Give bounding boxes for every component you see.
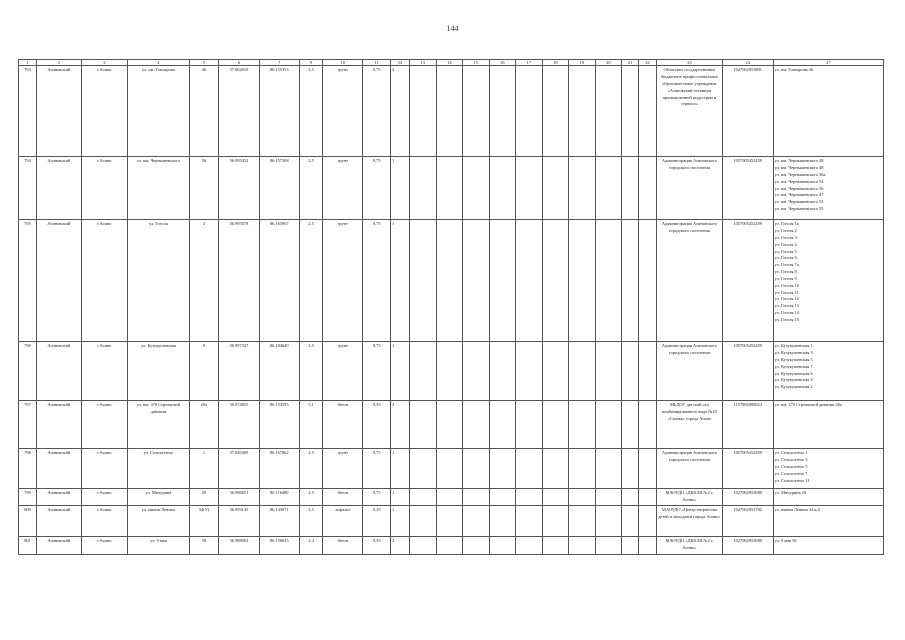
column-header: 15	[463, 60, 490, 66]
cell-empty	[569, 220, 596, 342]
cell-house: 58	[189, 537, 219, 555]
cell-owner: Администрация Асиновского городского поселения	[657, 342, 723, 401]
cell-empty	[595, 66, 622, 157]
cell-empty	[569, 537, 596, 555]
cell-house: 56	[189, 157, 219, 220]
served-address: ул. им. Чернышевского 56а	[774, 171, 826, 177]
cell-empty	[410, 537, 437, 555]
cell-street: ул. 9 мая	[128, 537, 189, 555]
served-address: ул. Сельхозтехо 1	[774, 450, 808, 456]
cell-no: 801	[19, 537, 37, 555]
cell-empty	[410, 220, 437, 342]
cell-district: Асиновский	[37, 157, 82, 220]
cell-house: 1	[189, 449, 219, 489]
cell-c10: бетон	[323, 489, 363, 506]
column-header: 16	[489, 60, 516, 66]
cell-street: ул. им. Гончарова	[128, 66, 189, 157]
cell-served-addresses	[773, 449, 883, 489]
cell-c11: 0,75	[363, 66, 391, 157]
cell-c11: 0,75	[363, 157, 391, 220]
column-header: 18	[542, 60, 569, 66]
cell-street: ул. Гоголя	[128, 220, 189, 342]
cell-empty	[463, 157, 490, 220]
cell-owner: Администрация Асиновского городского поселения	[657, 220, 723, 342]
cell-empty	[639, 537, 657, 555]
column-header: 23	[657, 60, 723, 66]
cell-empty	[595, 401, 622, 449]
cell-c12: 3	[391, 401, 410, 449]
served-address: ул. им. Чернышевского 54	[774, 178, 824, 184]
cell-empty	[489, 66, 516, 157]
cell-lat: 56.995452	[219, 157, 259, 220]
served-address: ул. имени Ленина 34 к/2	[774, 507, 820, 513]
served-address: ул. Кузукушевская 4	[774, 377, 813, 383]
cell-no: 794	[19, 157, 37, 220]
cell-empty	[542, 157, 569, 220]
cell-empty	[436, 537, 463, 555]
page-number: 144	[446, 24, 459, 33]
served-address: ул. Гоголя 8	[774, 269, 797, 275]
cell-house: 46	[189, 66, 219, 157]
cell-empty	[569, 66, 596, 157]
column-header: 1	[19, 60, 37, 66]
cell-lon: 86.167862	[259, 449, 299, 489]
cell-c10: бетон	[323, 401, 363, 449]
cell-house: 6	[189, 342, 219, 401]
cell-lon: 86.158635	[259, 537, 299, 555]
cell-empty	[436, 449, 463, 489]
served-address: ул. Гоголя 3	[774, 234, 797, 240]
cell-empty	[489, 220, 516, 342]
cell-served-addresses	[773, 537, 883, 555]
cell-empty	[489, 342, 516, 401]
cell-empty	[542, 342, 569, 401]
cell-c12: 1	[391, 506, 410, 537]
cell-ogrn: 1157002000024	[722, 401, 773, 449]
cell-ogrn: 1057005452459	[722, 220, 773, 342]
cell-c12: 3	[391, 66, 410, 157]
cell-ogrn: 1057005452459	[722, 342, 773, 401]
cell-house: 20	[189, 489, 219, 506]
served-address: ул. Гоголя 15	[774, 316, 799, 322]
cell-locality: г.Асино	[81, 157, 128, 220]
cell-empty	[489, 537, 516, 555]
cell-empty	[622, 401, 639, 449]
cell-locality: г.Асино	[81, 220, 128, 342]
cell-empty	[410, 506, 437, 537]
cell-empty	[516, 489, 543, 506]
cell-empty	[569, 401, 596, 449]
cell-owner: МБДОУ детский сад комбинированного вида №18 «Сказка» города Асино	[657, 401, 723, 449]
cell-lon: 86.154595	[259, 401, 299, 449]
cell-empty	[622, 537, 639, 555]
cell-street: ул. им. Чернышевского	[128, 157, 189, 220]
cell-empty	[595, 449, 622, 489]
cell-empty	[516, 506, 543, 537]
cell-locality: г.Асино	[81, 449, 128, 489]
cell-c11: 0,35	[363, 401, 391, 449]
cell-empty	[569, 506, 596, 537]
served-address: ул. им. Чернышевского 48	[774, 158, 824, 164]
cell-locality: г.Асино	[81, 537, 128, 555]
cell-ogrn: 1027002953680	[722, 489, 773, 506]
cell-c10: грунт	[323, 342, 363, 401]
served-address: ул. им. Чернышевского 53	[774, 199, 824, 205]
column-header: 12	[391, 60, 410, 66]
cell-empty	[463, 401, 490, 449]
cell-c9: 5,1	[299, 401, 322, 449]
cell-c11: 0,75	[363, 449, 391, 489]
cell-district: Асиновский	[37, 220, 82, 342]
cell-empty	[639, 489, 657, 506]
cell-empty	[542, 449, 569, 489]
cell-empty	[489, 506, 516, 537]
table-row	[19, 449, 884, 489]
cell-empty	[542, 66, 569, 157]
served-address: ул. им. Гончарова 46	[774, 67, 814, 73]
cell-no: 795	[19, 220, 37, 342]
served-address: ул. Гоголя 1а	[774, 221, 799, 227]
cell-empty	[542, 220, 569, 342]
cell-empty	[639, 220, 657, 342]
cell-empty	[622, 489, 639, 506]
cell-house: 26а	[189, 401, 219, 449]
served-address: ул. Гоголя 6	[774, 255, 797, 261]
cell-no: 796	[19, 342, 37, 401]
cell-empty	[595, 342, 622, 401]
cell-empty	[569, 342, 596, 401]
column-header: 6	[219, 60, 259, 66]
served-address: ул. им. Чернышевского 56	[774, 185, 824, 191]
cell-lat: 57.002610	[219, 66, 259, 157]
cell-c9: 2,5	[299, 157, 322, 220]
served-address: ул. Гоголя 5	[774, 248, 797, 254]
served-address: ул. Кузукушевская 7	[774, 363, 813, 369]
cell-empty	[463, 342, 490, 401]
column-header: 7	[259, 60, 299, 66]
cell-empty	[463, 489, 490, 506]
served-address: ул. Гоголя 7а	[774, 262, 799, 268]
table-row	[19, 537, 884, 555]
cell-empty	[436, 157, 463, 220]
cell-empty	[639, 401, 657, 449]
table-row	[19, 66, 884, 157]
cell-empty	[489, 489, 516, 506]
cell-locality: г.Асино	[81, 401, 128, 449]
cell-c12: 2	[391, 537, 410, 555]
cell-c12: 1	[391, 489, 410, 506]
served-address: ул. Гоголя 14	[774, 310, 799, 316]
cell-empty	[436, 489, 463, 506]
served-address: ул. Гоголя 11	[774, 289, 799, 295]
cell-lon: 86.116480	[259, 489, 299, 506]
table-row	[19, 489, 884, 506]
cell-c9: 2,5	[299, 489, 322, 506]
cell-c10: грунт	[323, 66, 363, 157]
cell-c9: 2,5	[299, 220, 322, 342]
cell-c12: 1	[391, 220, 410, 342]
cell-street: ул. Кузукушевская	[128, 342, 189, 401]
served-address: ул. Кузукушевская 5	[774, 356, 813, 362]
cell-empty	[410, 489, 437, 506]
cell-served-addresses	[773, 489, 883, 506]
cell-empty	[622, 157, 639, 220]
served-address: ул. Гоголя 12	[774, 296, 799, 302]
served-address: ул. Гоголя 10	[774, 282, 799, 288]
cell-no: 799	[19, 489, 37, 506]
cell-district: Асиновский	[37, 489, 82, 506]
cell-district: Асиновский	[37, 342, 82, 401]
cell-locality: г.Асино	[81, 66, 128, 157]
cell-lon: 86.155353	[259, 66, 299, 157]
cell-c11: 0,75	[363, 220, 391, 342]
cell-empty	[463, 66, 490, 157]
served-address: ул. Гоголя 9	[774, 275, 797, 281]
cell-lat: 56.993135	[219, 506, 259, 537]
cell-owner: МАОУДО «ДЮСШ №2 г. Асино»	[657, 489, 723, 506]
cell-ogrn: 1027002953702	[722, 506, 773, 537]
cell-owner: Администрация Асиновского городского поселения	[657, 157, 723, 220]
column-header: 13	[410, 60, 437, 66]
column-header: 20	[595, 60, 622, 66]
cell-no: 798	[19, 449, 37, 489]
served-address: ул. Сельхозтехо 5	[774, 463, 808, 469]
cell-c10: грунт	[323, 157, 363, 220]
cell-c11: 0,75	[363, 489, 391, 506]
cell-lon: 86.184640	[259, 342, 299, 401]
cell-empty	[463, 537, 490, 555]
cell-lat: 56.988963	[219, 537, 259, 555]
cell-lat: 57.020469	[219, 449, 259, 489]
served-address: ул. им. Чернышевского 55	[774, 206, 824, 212]
column-header: 9	[299, 60, 322, 66]
cell-empty	[595, 489, 622, 506]
served-address: ул. Сельхозтехо 7	[774, 470, 808, 476]
cell-empty	[595, 506, 622, 537]
cell-empty	[622, 220, 639, 342]
cell-lon: 86.163967	[259, 220, 299, 342]
served-address: ул. Гоголя 13	[774, 303, 799, 309]
cell-empty	[542, 489, 569, 506]
column-header: 11	[363, 60, 391, 66]
served-address: ул. Кузукушевская 1	[774, 343, 813, 349]
served-address: ул. Сельхозтехо 11	[774, 477, 810, 483]
cell-empty	[410, 157, 437, 220]
cell-ogrn: 1057005452459	[722, 449, 773, 489]
cell-empty	[595, 157, 622, 220]
cell-served-addresses	[773, 506, 883, 537]
cell-empty	[542, 537, 569, 555]
cell-no: 800	[19, 506, 37, 537]
cell-owner: МАОУДО «Центр творчества детей и молодежи города Асино»	[657, 506, 723, 537]
column-header: 5	[189, 60, 219, 66]
served-address: ул. Гоголя 2	[774, 228, 797, 234]
cell-empty	[463, 449, 490, 489]
cell-empty	[489, 449, 516, 489]
cell-empty	[622, 449, 639, 489]
cell-empty	[542, 506, 569, 537]
cell-district: Асиновский	[37, 537, 82, 555]
column-header: 24	[722, 60, 773, 66]
cell-lat: 56.997327	[219, 342, 259, 401]
cell-c9: 2,5	[299, 66, 322, 157]
cell-empty	[436, 506, 463, 537]
cell-ogrn: 1057005452459	[722, 157, 773, 220]
served-address: ул. им. Чернышевского 47	[774, 192, 824, 198]
column-header: 27	[773, 60, 883, 66]
cell-empty	[516, 401, 543, 449]
cell-c12: 1	[391, 449, 410, 489]
cell-empty	[569, 489, 596, 506]
table-row	[19, 220, 884, 342]
cell-locality: г.Асино	[81, 342, 128, 401]
cell-lat: 56.974855	[219, 401, 259, 449]
cell-no: 793	[19, 66, 37, 157]
served-address: ул. Гоголя 4	[774, 241, 797, 247]
cell-lon: 86.157308	[259, 157, 299, 220]
register-body	[19, 66, 884, 555]
cell-empty	[436, 401, 463, 449]
cell-district: Асиновский	[37, 506, 82, 537]
table-row	[19, 506, 884, 537]
cell-empty	[516, 537, 543, 555]
cell-served-addresses	[773, 401, 883, 449]
cell-served-addresses	[773, 66, 883, 157]
table-row	[19, 342, 884, 401]
served-address: ул. им. Чернышевского 48	[774, 165, 824, 171]
cell-c9: 2,5	[299, 449, 322, 489]
column-header: 3	[81, 60, 128, 66]
cell-c9: 2,4	[299, 537, 322, 555]
table-row	[19, 401, 884, 449]
cell-district: Асиновский	[37, 401, 82, 449]
cell-empty	[489, 157, 516, 220]
cell-empty	[516, 449, 543, 489]
cell-empty	[410, 401, 437, 449]
column-header: 22	[639, 60, 657, 66]
cell-ogrn: 1027002953680	[722, 537, 773, 555]
cell-empty	[542, 401, 569, 449]
column-header: 2	[37, 60, 82, 66]
cell-empty	[639, 506, 657, 537]
cell-house: 34(У)	[189, 506, 219, 537]
cell-empty	[436, 220, 463, 342]
cell-served-addresses	[773, 220, 883, 342]
cell-locality: г.Асино	[81, 489, 128, 506]
cell-served-addresses	[773, 157, 883, 220]
cell-c10: асфальт	[323, 506, 363, 537]
cell-empty	[516, 220, 543, 342]
cell-empty	[569, 449, 596, 489]
column-header: 21	[622, 60, 639, 66]
cell-owner: МАОУДО «ДЮСШ №2 г. Асино»	[657, 537, 723, 555]
served-address: ул. 9 мая 58	[774, 538, 797, 544]
cell-lat: 56.995578	[219, 220, 259, 342]
cell-house: 2	[189, 220, 219, 342]
cell-c9: 2,5	[299, 342, 322, 401]
cell-c10: грунт	[323, 449, 363, 489]
cell-empty	[595, 537, 622, 555]
cell-empty	[639, 66, 657, 157]
cell-empty	[639, 157, 657, 220]
column-header: 14	[436, 60, 463, 66]
cell-empty	[410, 342, 437, 401]
cell-c9: 2,5	[299, 506, 322, 537]
cell-empty	[516, 157, 543, 220]
cell-street: ул. Мичурина	[128, 489, 189, 506]
cell-district: Асиновский	[37, 449, 82, 489]
served-address: ул. Кузукушевская 2	[774, 384, 813, 390]
cell-empty	[436, 66, 463, 157]
served-address: ул. им. 370 Стрелковой дивизии 26а	[774, 402, 842, 408]
cell-owner: Администрация Асиновского городского поселения	[657, 449, 723, 489]
served-address: ул. Мичурина 20	[774, 490, 807, 496]
column-header: 17	[516, 60, 543, 66]
cell-empty	[463, 506, 490, 537]
cell-empty	[639, 342, 657, 401]
cell-street: ул. Сельхозтехо	[128, 449, 189, 489]
table-row	[19, 157, 884, 220]
cell-c10: бетон	[323, 537, 363, 555]
cell-served-addresses	[773, 342, 883, 401]
cell-empty	[516, 66, 543, 157]
cell-c11: 0,75	[363, 342, 391, 401]
cell-c11: 0,35	[363, 506, 391, 537]
cell-empty	[463, 220, 490, 342]
column-header: 4	[128, 60, 189, 66]
cell-empty	[622, 342, 639, 401]
served-address: ул. Сельхозтехо 3	[774, 457, 808, 463]
cell-c11: 0,35	[363, 537, 391, 555]
column-header: 19	[569, 60, 596, 66]
served-address: ул. Кузукушевская 3	[774, 350, 813, 356]
cell-c12: 1	[391, 342, 410, 401]
column-header: 10	[323, 60, 363, 66]
cell-lat: 56.986851	[219, 489, 259, 506]
cell-owner: Областное государственное бюджетное профессиональное образовательное учреждение «Асиновский техникум промышленной индустрии и сервиса»	[657, 66, 723, 157]
cell-lon: 86.143071	[259, 506, 299, 537]
cell-locality: г.Асино	[81, 506, 128, 537]
cell-empty	[595, 220, 622, 342]
cell-empty	[436, 342, 463, 401]
cell-ogrn: 1027002953801	[722, 66, 773, 157]
cell-street: ул. имени Ленина	[128, 506, 189, 537]
cell-district: Асиновский	[37, 66, 82, 157]
cell-empty	[489, 401, 516, 449]
cell-no: 797	[19, 401, 37, 449]
cell-street: ул. им. 370 Стрелковой дивизии	[128, 401, 189, 449]
cell-empty	[516, 342, 543, 401]
cell-c10: грунт	[323, 220, 363, 342]
register-table	[18, 59, 884, 555]
served-address: ул. Кузукушевская 6	[774, 370, 813, 376]
cell-empty	[410, 449, 437, 489]
cell-c12: 1	[391, 157, 410, 220]
cell-empty	[569, 157, 596, 220]
cell-empty	[622, 506, 639, 537]
cell-empty	[622, 66, 639, 157]
cell-empty	[639, 449, 657, 489]
cell-empty	[410, 66, 437, 157]
